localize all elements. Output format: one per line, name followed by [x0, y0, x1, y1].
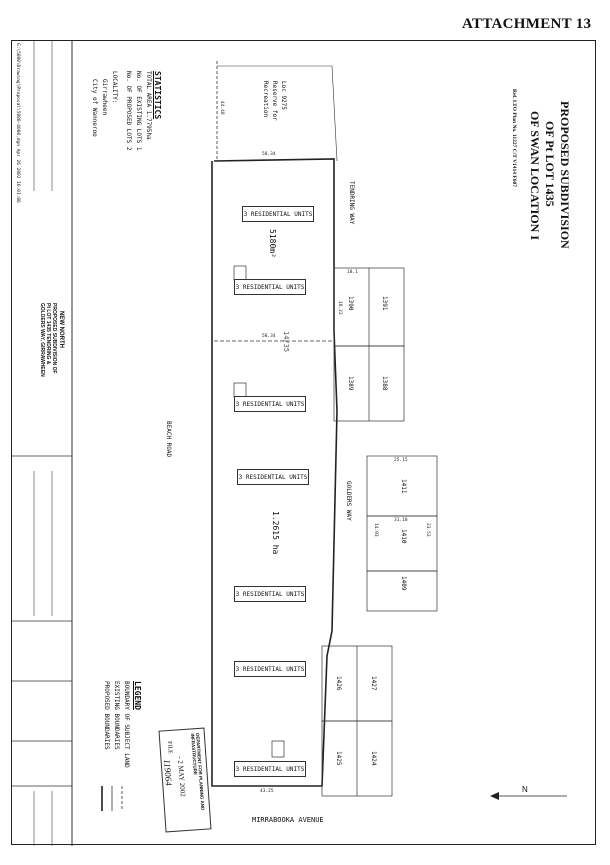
road-mirrabooka-avenue: MIRRABOOKA AVENUE	[252, 816, 324, 824]
residential-units-block: 3 RESIDENTIAL UNITS	[234, 661, 306, 677]
lot-number: 1426	[335, 676, 342, 691]
road-beach-road: BEACH ROAD	[165, 421, 172, 458]
stat-total-area: TOTAL AREA 1.7795ha	[145, 71, 152, 140]
lot-number: 1424	[370, 751, 377, 766]
dimension-label: 31.18	[394, 518, 408, 523]
attachment-label: ATTACHMENT 13	[462, 16, 592, 32]
north-arrow-label: N	[522, 785, 528, 794]
stat-existing-lots: No. OF EXISTING LOTS 1	[135, 71, 142, 151]
stat-city: City of Wanneroo	[91, 79, 98, 137]
dimension-label: 58.34	[262, 152, 276, 157]
legend-item-proposed-boundaries: PROPOSED BOUNDARIES	[103, 681, 110, 750]
reserve-line-1: Loc 9275	[280, 81, 287, 110]
title-block-file-path: G:\5080\Drawing\Proposal\5080-4008.dgn Apr 26 2002 16:01:06	[15, 43, 20, 203]
drawing-sheet	[11, 40, 596, 845]
title-block-desc-2: Pt LOT 1435 TENDRING &	[45, 303, 51, 365]
reserve-line-3: Recreation	[262, 81, 269, 118]
lot-number: 1411	[400, 479, 407, 494]
lot-number: 1388	[381, 376, 388, 391]
title-line-1: PROPOSED SUBDIVISION	[558, 101, 572, 249]
stamp-department: DEPARTMENT FOR PLANNING AND INFRASTRUCTURE	[190, 733, 206, 811]
dimension-label: 18.1	[347, 270, 358, 275]
dimension-label: 14.93	[373, 523, 378, 537]
dimension-label: 58.34	[262, 334, 276, 339]
residential-units-block: 3 RESIDENTIAL UNITS	[234, 279, 306, 295]
lot-number: 1427	[370, 676, 377, 691]
reserve-line-2: Reserve for	[271, 81, 278, 121]
area-main-lot: 1.2615 ha	[271, 511, 280, 555]
title-reference: Ref. LTO Plan No. 11227 C/T V1414 F607	[511, 89, 517, 188]
stamp-date: - 2 MAY 2002	[176, 756, 187, 797]
area-north-lot: 5180m²	[268, 229, 277, 258]
lot-number: 1389	[347, 376, 354, 391]
residential-units-block: 3 RESIDENTIAL UNITS	[234, 586, 306, 602]
title-block-desc-3: GOLDERS WAY, GIRRAWHEEN	[39, 303, 45, 377]
stamp-file-number: 119064	[162, 759, 174, 786]
dimension-label: 23.53	[425, 523, 430, 537]
title-line-3: OF SWAN LOCATION I	[528, 111, 542, 241]
title-block-desc-1: PROPOSED SUBDIVISION OF	[51, 303, 57, 374]
legend-item-subject-boundary: BOUNDARY OF SUBJECT LAND	[123, 681, 130, 768]
dimension-label: 25.15	[394, 458, 408, 463]
stat-locality: Girrawheen	[101, 79, 108, 116]
residential-units-block: 3 RESIDENTIAL UNITS	[234, 761, 306, 777]
stat-locality-label: LOCALITY:	[111, 71, 118, 104]
residential-units-block: 3 RESIDENTIAL UNITS	[242, 206, 314, 222]
residential-units-block: 3 RESIDENTIAL UNITS	[234, 396, 306, 412]
lot-number: 1409	[400, 576, 407, 591]
legend-heading: LEGEND	[133, 681, 142, 710]
lot-number: 1410	[400, 529, 407, 544]
title-line-2: OF Pt LOT 1435	[543, 121, 557, 207]
lot-number: 1390	[347, 296, 354, 311]
lot-number: 1425	[335, 751, 342, 766]
statistics-heading: STATISTICS	[153, 71, 162, 120]
site-label: 14/35	[282, 331, 290, 353]
residential-units-block: 3 RESIDENTIAL UNITS	[237, 469, 309, 485]
dimension-label: 44.48	[219, 101, 224, 115]
road-golders-way: GOLDERS WAY	[345, 481, 352, 521]
site-plan-linework	[12, 41, 597, 846]
legend-item-existing-boundaries: EXISTING BOUNDARIES	[113, 681, 120, 750]
road-tendring-way: TENDRING WAY	[348, 181, 355, 225]
lot-number: 1391	[381, 296, 388, 311]
stamp-file-label: FILE	[166, 741, 173, 755]
dimension-label: 18.22	[337, 301, 342, 315]
stat-proposed-lots: No. OF PROPOSED LOTS 2	[125, 71, 132, 151]
dimension-label: 43.25	[260, 789, 274, 794]
title-block-project: NEW NORTH	[58, 311, 64, 348]
